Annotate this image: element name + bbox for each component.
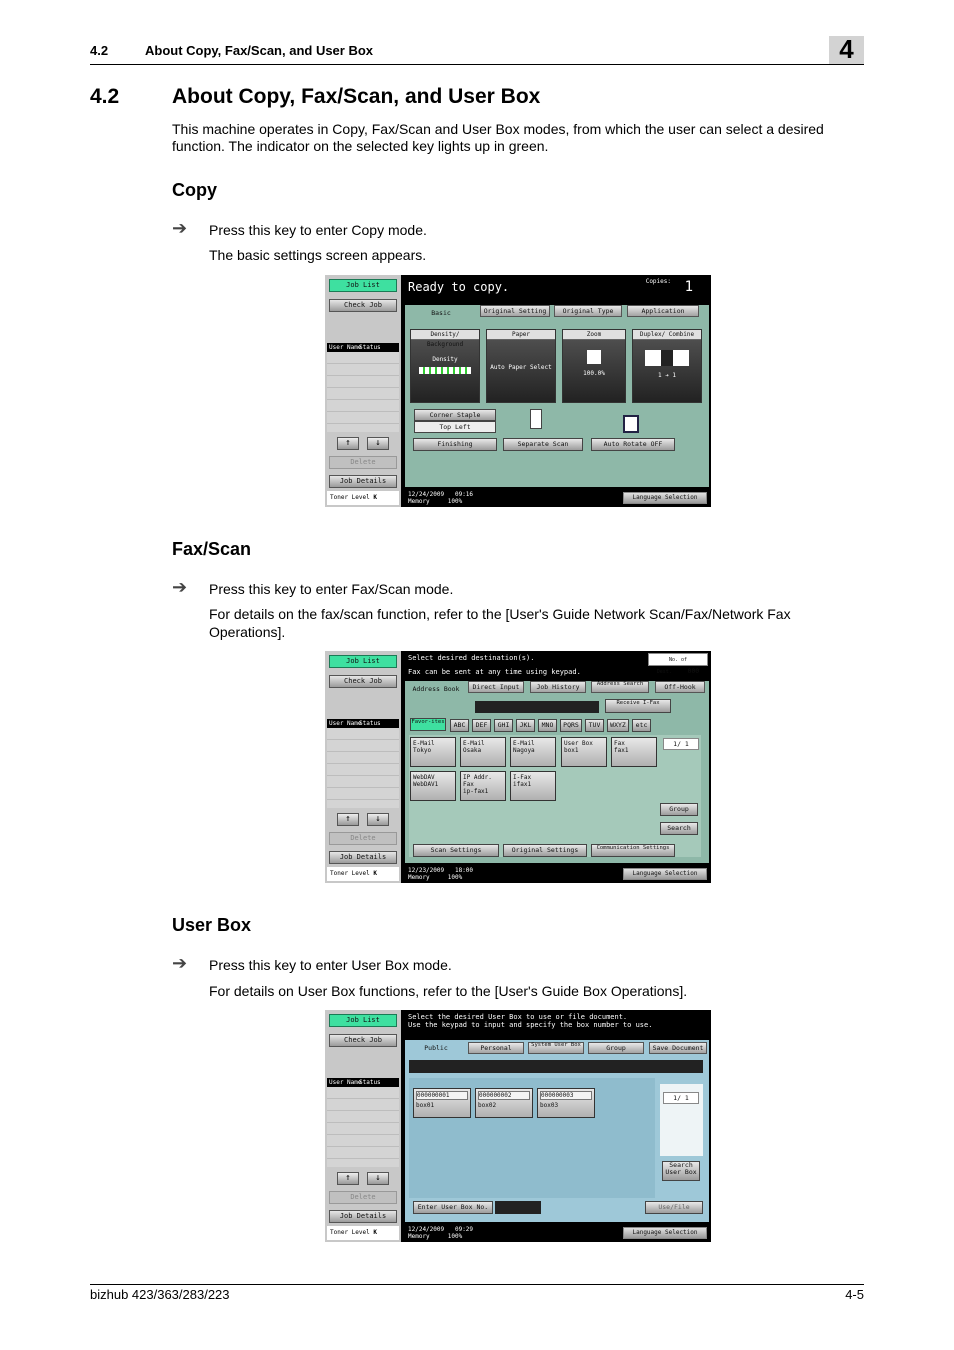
tab-address-book[interactable]: Address Book xyxy=(408,683,464,695)
userbox-step: Press this key to enter User Box mode. xyxy=(209,957,452,973)
duplex-tile[interactable]: Duplex/ Combine 1 ➔ 1 xyxy=(632,329,702,403)
group-button[interactable]: Group xyxy=(660,803,698,816)
tab-system-user-box[interactable]: System User Box xyxy=(528,1042,584,1054)
finishing-button[interactable]: Finishing xyxy=(413,438,497,451)
save-document-button[interactable]: Save Document xyxy=(649,1042,707,1054)
search-user-box-button[interactable]: Search User Box xyxy=(662,1161,700,1181)
index-wxyz[interactable]: WXYZ xyxy=(607,719,629,732)
section-title: About Copy, Fax/Scan, and User Box xyxy=(172,85,541,108)
language-selection-button[interactable]: Language Selection xyxy=(623,492,707,504)
tab-direct-input[interactable]: Direct Input xyxy=(468,681,524,693)
destination-item[interactable]: E-Mail Osaka xyxy=(460,737,506,767)
step-arrow-icon: ➔ xyxy=(172,953,188,973)
page-indicator: 1/ 1 xyxy=(663,1092,699,1104)
scroll-down-button[interactable]: ↓ xyxy=(367,1172,389,1185)
tab-application[interactable]: Application xyxy=(627,305,699,317)
job-list-header: User Name Status xyxy=(327,719,399,728)
userbox-heading: User Box xyxy=(172,915,252,935)
index-tuv[interactable]: TUV xyxy=(585,719,604,732)
paper-tile[interactable]: Paper Auto Paper Select xyxy=(486,329,556,403)
toner-level: Toner Level K xyxy=(327,1226,399,1240)
destination-item[interactable]: User Box box1 xyxy=(561,737,607,767)
page-indicator: 1/ 1 xyxy=(663,738,699,750)
toner-level: Toner Level K xyxy=(327,491,399,505)
status-bar: 12/23/2009 18:00 Memory 100% Language Selection xyxy=(405,865,711,883)
auto-rotate-button[interactable]: Auto Rotate OFF xyxy=(591,438,675,451)
tab-job-history[interactable]: Job History xyxy=(530,681,586,693)
tab-public[interactable]: Public xyxy=(408,1042,464,1054)
public-box-panel xyxy=(405,1040,709,1222)
scroll-down-button[interactable]: ↓ xyxy=(367,813,389,826)
off-hook-button[interactable]: Off-Hook xyxy=(655,681,705,693)
index-ghi[interactable]: GHI xyxy=(494,719,513,732)
userbox-screen xyxy=(325,1010,711,1242)
intro-paragraph: This machine operates in Copy, Fax/Scan and User Box modes, from which the user can select a desired function. The indicator on the selected key lights up in green. xyxy=(172,121,824,154)
footer-page-number: 4-5 xyxy=(845,1287,864,1302)
user-box-item[interactable]: 000000001 box01 xyxy=(413,1088,471,1118)
copy-step: Press this key to enter Copy mode. xyxy=(209,222,427,238)
search-button[interactable]: Search xyxy=(660,822,698,835)
job-list-button[interactable]: Job List xyxy=(329,279,397,292)
receive-ifax-button[interactable]: Receive I-Fax xyxy=(605,699,671,713)
status-message: Select desired destination(s). Fax can be sent at any time using keypad. No. of Dest. 000 xyxy=(405,651,711,681)
communication-settings-button[interactable]: Communication Settings xyxy=(591,844,675,857)
delete-button[interactable]: Delete xyxy=(329,1191,397,1204)
check-job-button[interactable]: Check Job xyxy=(329,1034,397,1047)
status-bar: 12/24/2009 09:16 Memory 100% Language Selection xyxy=(405,489,711,507)
scroll-up-button[interactable]: ↑ xyxy=(337,1172,359,1185)
copies-count: 1 xyxy=(684,279,693,295)
finishing-staple: Corner Staple xyxy=(414,409,496,421)
copy-screen xyxy=(325,275,711,507)
destination-item[interactable]: IP Addr. Fax ip-fax1 xyxy=(460,771,506,801)
step-arrow-icon: ➔ xyxy=(172,577,188,597)
job-list-header: User Name Status xyxy=(327,343,399,352)
tab-original-type[interactable]: Original Type xyxy=(554,305,622,317)
language-selection-button[interactable]: Language Selection xyxy=(623,1227,707,1239)
step-arrow-icon: ➔ xyxy=(172,218,188,238)
userbox-note: For details on User Box functions, refer to the [User's Guide Box Operations]. xyxy=(209,983,688,999)
destination-item[interactable]: Fax fax1 xyxy=(611,737,657,767)
running-header-number: 4.2 xyxy=(90,43,109,58)
destination-item[interactable]: E-Mail Tokyo xyxy=(410,737,456,767)
scroll-up-button[interactable]: ↑ xyxy=(337,813,359,826)
destination-item[interactable]: I-Fax ifax1 xyxy=(510,771,556,801)
fax-screen xyxy=(325,651,711,883)
status-message: Select the desired User Box to use or file document. Use the keypad to input and specify the box number to use. xyxy=(408,1013,653,1029)
sidebar xyxy=(325,1010,401,1242)
finishing-position: Top Left xyxy=(414,421,496,433)
fax-step: Press this key to enter Fax/Scan mode. xyxy=(209,581,454,597)
chapter-number: 4 xyxy=(839,34,854,64)
job-list xyxy=(327,728,399,808)
status-message: Ready to copy. Copies: 1 xyxy=(408,278,693,295)
destination-count: No. of Dest. 000 xyxy=(648,653,708,666)
check-job-button[interactable]: Check Job xyxy=(329,675,397,688)
copy-note: The basic settings screen appears. xyxy=(209,247,427,263)
delete-button[interactable]: Delete xyxy=(329,832,397,845)
index-mno[interactable]: MNO xyxy=(538,719,557,732)
use-file-button[interactable]: Use/File xyxy=(645,1201,703,1214)
section-number: 4.2 xyxy=(90,85,120,108)
index-abc[interactable]: ABC xyxy=(450,719,469,732)
destination-item[interactable]: WebDAV WebDAV1 xyxy=(410,771,456,801)
destination-item[interactable]: E-Mail Nagoya xyxy=(510,737,556,767)
enter-user-box-no-button[interactable]: Enter User Box No. xyxy=(413,1201,493,1214)
sidebar xyxy=(325,275,401,507)
tab-address-search[interactable]: Address Search xyxy=(591,681,649,693)
job-details-button[interactable]: Job Details xyxy=(329,1210,397,1223)
address-book-panel xyxy=(405,681,709,863)
zoom-tile[interactable]: Zoom 100.0% xyxy=(562,329,626,403)
job-details-button[interactable]: Job Details xyxy=(329,851,397,864)
scan-settings-button[interactable]: Scan Settings xyxy=(413,844,499,857)
footer-model: bizhub 423/363/283/223 xyxy=(90,1287,230,1302)
header-rule xyxy=(90,64,864,65)
sidebar xyxy=(325,651,401,883)
running-header-title: About Copy, Fax/Scan, and User Box xyxy=(145,43,374,58)
footer-rule xyxy=(90,1284,864,1285)
job-list xyxy=(327,352,399,432)
job-details-button[interactable]: Job Details xyxy=(329,475,397,488)
scroll-down-button[interactable]: ↓ xyxy=(367,437,389,450)
delete-button[interactable]: Delete xyxy=(329,456,397,469)
index-etc[interactable]: etc xyxy=(632,719,651,732)
job-list-button[interactable]: Job List xyxy=(329,1014,397,1027)
fax-note: For details on the fax/scan function, refer to the [User's Guide Network Scan/Fax/Network Fax Operations]. xyxy=(209,606,791,640)
fax-heading: Fax/Scan xyxy=(172,539,252,559)
user-box-item[interactable]: 000000003 box03 xyxy=(537,1088,595,1118)
status-bar: 12/24/2009 09:29 Memory 100% Language Selection xyxy=(405,1224,711,1242)
density-tile[interactable]: Density/ Background Density xyxy=(410,329,480,403)
separate-scan-button[interactable]: Separate Scan xyxy=(503,438,583,451)
tab-basic[interactable]: Basic xyxy=(408,307,474,319)
job-list-button[interactable]: Job List xyxy=(329,655,397,668)
job-list-header: User Name Status xyxy=(327,1078,399,1087)
user-box-item[interactable]: 000000002 box02 xyxy=(475,1088,533,1118)
language-selection-button[interactable]: Language Selection xyxy=(623,868,707,880)
toner-level: Toner Level K xyxy=(327,867,399,881)
basic-panel xyxy=(405,305,709,487)
original-settings-button[interactable]: Original Settings xyxy=(503,844,587,857)
copy-heading: Copy xyxy=(172,180,217,200)
check-job-button[interactable]: Check Job xyxy=(329,299,397,312)
index-def[interactable]: DEF xyxy=(472,719,491,732)
index-jkl[interactable]: JKL xyxy=(516,719,535,732)
tab-personal[interactable]: Personal xyxy=(468,1042,524,1054)
tab-group[interactable]: Group xyxy=(588,1042,644,1054)
job-list xyxy=(327,1087,399,1167)
tab-original-setting[interactable]: Original Setting xyxy=(480,305,550,317)
scroll-up-button[interactable]: ↑ xyxy=(337,437,359,450)
index-favorites[interactable]: Favor-ites xyxy=(410,718,446,731)
index-pqrs[interactable]: PQRS xyxy=(560,719,582,732)
